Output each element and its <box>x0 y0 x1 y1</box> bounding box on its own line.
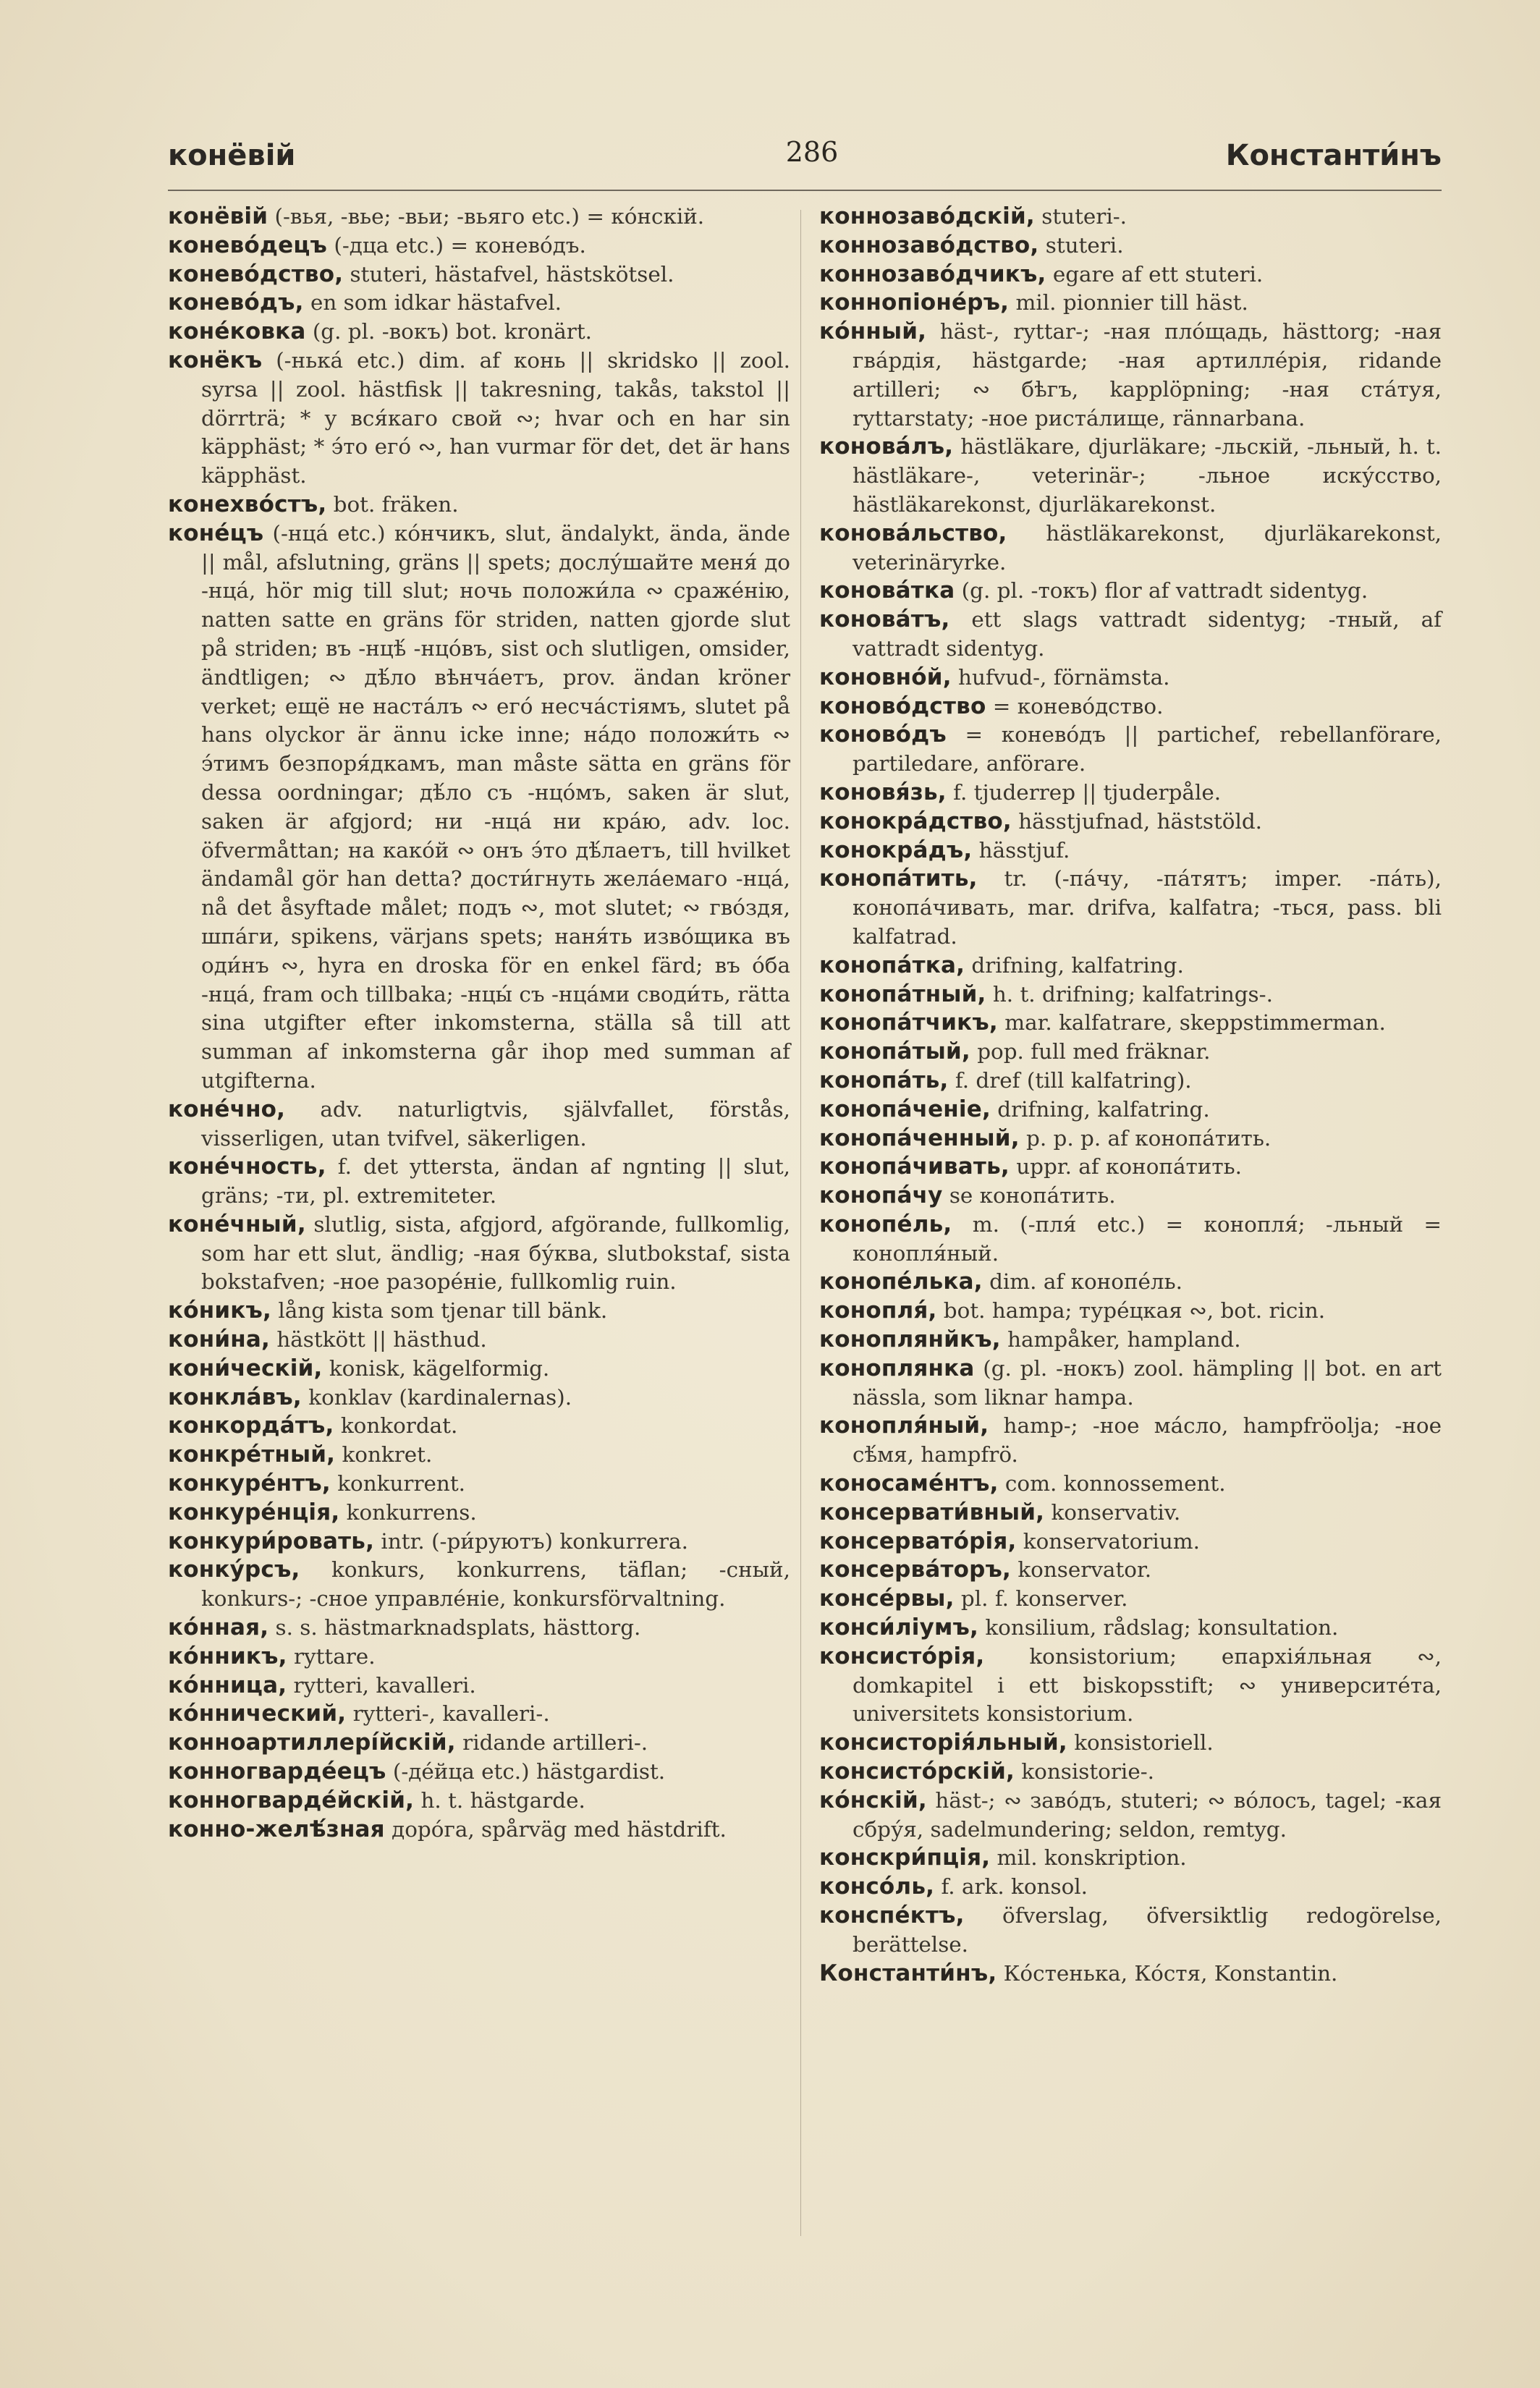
entry-definition: drifning, kalfatring. <box>965 952 1184 978</box>
dictionary-entry <box>168 289 790 318</box>
entry-headword: коннопіоне́ръ, <box>819 289 1010 316</box>
entry-definition: hässtjuf. <box>972 837 1070 863</box>
entry-definition: bot. fräken. <box>326 491 459 517</box>
entry-headword: конехво́стъ, <box>168 491 327 517</box>
entry-headword: конно-желѣ́зная <box>168 1816 385 1842</box>
entry-headword: конноартиллері́йскій, <box>168 1729 456 1756</box>
dictionary-entry <box>819 1528 1442 1557</box>
entry-definition: se конопа́тить. <box>942 1183 1116 1208</box>
entry-headword: конокра́дство, <box>819 808 1012 834</box>
entry-headword: конкла́въ, <box>168 1384 302 1410</box>
entry-headword: конопа́ть, <box>819 1067 949 1093</box>
entry-headword: конкре́тный, <box>168 1441 336 1468</box>
entry-headword: коне́чно, <box>168 1096 286 1122</box>
dictionary-entry <box>168 318 790 347</box>
dictionary-entry <box>168 1816 790 1845</box>
entry-definition: m. (-пля́ etc.) = конопля́; -льный = конопля́ный. <box>852 1211 1442 1266</box>
dictionary-entry <box>168 1758 790 1787</box>
dictionary-entry <box>168 520 790 1096</box>
dictionary-entry <box>819 1153 1442 1182</box>
dictionary-entry <box>819 1096 1442 1125</box>
entry-headword: ко́нница, <box>168 1672 287 1698</box>
entry-definition: häst-, ryttar-; -ная пло́щадь, hästtorg; -ная гва́рдія, hästgarde; -ная артилле́рія, ridande artilleri; ∾ бѣгъ, kapplöpning; -ная ста́туя, ryttarstaty; -ное риста́лище, rännarbana. <box>852 319 1442 431</box>
entry-headword: коноплянйкъ, <box>819 1326 1001 1353</box>
entry-headword: конево́децъ <box>168 232 328 258</box>
entry-definition: (-вья, -вье; -вьи; -вьяго etc.) = ко́нскій. <box>268 204 705 229</box>
entry-headword: коновно́й, <box>819 664 952 690</box>
entry-definition: hässtjufnad, häststöld. <box>1011 808 1263 834</box>
entry-headword: конкорда́тъ, <box>168 1413 334 1439</box>
entry-headword: конногварде́йскій, <box>168 1787 415 1813</box>
dictionary-entry <box>819 1787 1442 1845</box>
entry-headword: коннозаво́дскій, <box>819 203 1035 229</box>
entry-definition: mil. pionnier till häst. <box>1009 290 1248 316</box>
entry-headword: конопа́тка, <box>819 952 965 978</box>
dictionary-entry <box>819 1902 1442 1960</box>
entry-headword: конкури́ровать, <box>168 1528 375 1554</box>
entry-definition: h. t. hästgarde. <box>414 1787 585 1813</box>
dictionary-entry <box>819 693 1442 721</box>
entry-headword: консо́ль, <box>819 1873 935 1900</box>
entry-headword: конопа́ченный, <box>819 1125 1020 1151</box>
dictionary-entry <box>168 1384 790 1413</box>
entry-headword: ко́нная, <box>168 1614 269 1641</box>
dictionary-entry <box>819 1211 1442 1269</box>
entry-definition: konsistorium; епархія́льная ∾, domkapitel i ett biskopsstift; ∾ университе́та, universitets konsistorium. <box>852 1643 1442 1727</box>
dictionary-entry <box>168 1211 790 1297</box>
dictionary-entry <box>819 1585 1442 1614</box>
entry-headword: коне́ковка <box>168 318 306 345</box>
entry-headword: коннозаво́дство, <box>819 232 1039 258</box>
entry-headword: коносаме́нтъ, <box>819 1470 999 1497</box>
entry-headword: конопля́ный, <box>819 1413 989 1439</box>
entry-definition: konservator. <box>1011 1557 1152 1583</box>
right-guide-word: Константи́нъ <box>1225 139 1442 172</box>
entry-definition: rytteri, kavalleri. <box>287 1672 476 1698</box>
entry-headword: конспе́ктъ, <box>819 1902 965 1929</box>
entry-headword: конопа́ченіе, <box>819 1096 991 1122</box>
entry-headword: конопа́тчикъ, <box>819 1009 998 1036</box>
dictionary-entry <box>168 1326 790 1355</box>
entry-headword: конова́тъ, <box>819 606 950 633</box>
dictionary-entry <box>819 1355 1442 1413</box>
dictionary-entry <box>819 1758 1442 1787</box>
dictionary-entry <box>819 808 1442 837</box>
dictionary-entry <box>819 1960 1442 1989</box>
dictionary-entry <box>819 1614 1442 1643</box>
dictionary-entry <box>819 577 1442 606</box>
dictionary-entry <box>819 1556 1442 1585</box>
left-column <box>168 203 790 1844</box>
entry-headword: конопа́тный, <box>819 981 986 1007</box>
dictionary-entry <box>168 1700 790 1729</box>
entry-headword: кони́на, <box>168 1326 270 1353</box>
entry-definition: konsilium, rådslag; konsultation. <box>978 1615 1339 1640</box>
entry-definition: konservativ. <box>1044 1499 1181 1525</box>
entry-definition: konservatorium. <box>1016 1528 1200 1554</box>
entry-definition: p. p. p. af конопа́тить. <box>1019 1125 1272 1151</box>
dictionary-entry <box>819 318 1442 433</box>
entry-headword: конёвій <box>168 203 268 229</box>
dictionary-entry <box>819 261 1442 289</box>
entry-definition: dim. af конопе́ль. <box>982 1269 1182 1295</box>
entry-headword: коне́чный, <box>168 1211 306 1237</box>
entry-definition: stuteri, hästafvel, hästskötsel. <box>343 261 674 287</box>
dictionary-entry <box>819 1009 1442 1038</box>
entry-definition: konkurrens. <box>339 1499 477 1525</box>
entry-headword: конси́ліумъ, <box>819 1614 979 1641</box>
entry-definition: (-нька́ etc.) dim. af конь || skridsko || zool. syrsa || zool. hästfisk || takresning, takås, takstol || dörrträ; * у вся́каго свой ∾; hvar och en har sin käpphäst; * э́то его́ ∾, han vurmar för det, det är hans käpphäst. <box>201 347 790 488</box>
entry-definition: hästläkare, djurläkare; -льскій, -льный, h. t. hästläkare-, veterinär-; -льное иску́сство, hästläkarekonst, djurläkarekonst. <box>852 434 1442 517</box>
entry-definition: ett slags vattradt sidentyg; -тный, af vattradt sidentyg. <box>852 607 1442 661</box>
entry-definition: en som idkar hästafvel. <box>303 290 562 316</box>
dictionary-entry <box>168 1297 790 1326</box>
entry-definition: доро́га, spårväg med hästdrift. <box>384 1816 727 1842</box>
dictionary-entry <box>819 1268 1442 1297</box>
entry-definition: rytteri-, kavalleri-. <box>346 1701 550 1727</box>
dictionary-entry <box>819 289 1442 318</box>
dictionary-entry <box>168 1556 790 1614</box>
dictionary-entry <box>168 1672 790 1701</box>
dictionary-entry <box>168 1787 790 1816</box>
entry-definition: tr. (-па́чу, -па́тятъ; imper. -па́ть), конопа́чивать, mar. drifva, kalfatra; -ться, pass. bli kalfatrad. <box>852 866 1442 949</box>
entry-definition: f. ark. konsol. <box>934 1874 1088 1900</box>
entry-definition: s. s. hästmarknadsplats, hästtorg. <box>268 1615 641 1640</box>
entry-headword: конопе́ль, <box>819 1211 952 1237</box>
entry-headword: конево́дство, <box>168 261 344 287</box>
entry-definition: konkret. <box>335 1442 433 1468</box>
entry-definition: konisk, kägelformig. <box>322 1355 550 1381</box>
dictionary-entry <box>819 1643 1442 1729</box>
dictionary-entry <box>819 981 1442 1009</box>
entry-headword: коноплянка <box>819 1355 975 1381</box>
dictionary-entry <box>819 1297 1442 1326</box>
left-guide-word: конёвій <box>168 139 296 172</box>
dictionary-entry <box>819 1729 1442 1758</box>
entry-headword: конова́тка <box>819 577 955 604</box>
dictionary-entry <box>168 1470 790 1499</box>
dictionary-entry <box>168 1614 790 1643</box>
entry-definition: ryttare. <box>287 1643 376 1669</box>
entry-definition: mar. kalfatrare, skeppstimmerman. <box>997 1010 1386 1036</box>
entry-definition: bot. hampa; туре́цкая ∾, bot. ricin. <box>936 1298 1326 1324</box>
dictionary-entry <box>819 1326 1442 1355</box>
dictionary-entry <box>819 1412 1442 1470</box>
dictionary-entry <box>168 232 790 261</box>
entry-headword: консервато́рія, <box>819 1528 1017 1554</box>
right-column <box>819 203 1442 1988</box>
entry-definition: pop. full med fräknar. <box>970 1039 1211 1064</box>
entry-headword: коново́дъ <box>819 721 947 748</box>
entry-headword: консисто́рскій, <box>819 1758 1015 1785</box>
entry-definition: hufvud-, förnämsta. <box>951 664 1170 690</box>
entry-definition: drifning, kalfatring. <box>990 1096 1210 1122</box>
column-divider <box>800 210 801 2236</box>
entry-headword: конёкъ <box>168 347 263 373</box>
entry-headword: кони́ческій, <box>168 1355 323 1381</box>
dictionary-entry <box>819 1873 1442 1902</box>
dictionary-entry <box>819 203 1442 232</box>
dictionary-entry <box>168 347 790 491</box>
entry-headword: конку́рсъ, <box>168 1557 300 1583</box>
entry-headword: консервати́вный, <box>819 1499 1045 1525</box>
entry-headword: конкуре́нтъ, <box>168 1470 331 1497</box>
dictionary-entry <box>168 1355 790 1384</box>
dictionary-entry <box>168 1643 790 1672</box>
dictionary-entry <box>819 779 1442 808</box>
entry-headword: конопе́лька, <box>819 1269 983 1295</box>
dictionary-entry <box>168 1499 790 1528</box>
entry-definition: = конево́дъ || partichef, rebellanförare, partiledare, anförare. <box>852 722 1442 776</box>
dictionary-entry <box>168 1528 790 1557</box>
entry-headword: консисторія́льный, <box>819 1729 1067 1756</box>
entry-headword: конскри́пція, <box>819 1845 991 1871</box>
dictionary-entry <box>819 606 1442 664</box>
dictionary-entry <box>168 1153 790 1211</box>
entry-headword: ко́нный, <box>819 318 927 345</box>
entry-definition: egare af ett stuteri. <box>1046 261 1264 287</box>
entry-definition: lång kista som tjenar till bänk. <box>271 1298 608 1324</box>
entry-definition: hästläkarekonst, djurläkarekonst, veterinäryrke. <box>852 520 1442 575</box>
entry-definition: konkurrent. <box>330 1471 465 1496</box>
dictionary-entry <box>819 1499 1442 1528</box>
entry-headword: конокра́дъ, <box>819 837 973 863</box>
entry-definition: stuteri-. <box>1034 204 1127 229</box>
entry-headword: конопля́, <box>819 1297 937 1324</box>
entry-headword: конопа́чу <box>819 1182 943 1209</box>
entry-definition: h. t. drifning; kalfatrings-. <box>986 981 1273 1007</box>
dictionary-entry <box>168 1729 790 1758</box>
entry-definition: (-дца etc.) = конево́дъ. <box>327 232 586 258</box>
entry-headword: конова́лъ, <box>819 433 954 460</box>
entry-definition: häst-; ∾ заво́дъ, stuteri; ∾ во́лосъ, tagel; -кая сбру́я, sadelmundering; seldon, remtyg. <box>852 1787 1442 1842</box>
page-number: 286 <box>785 136 839 168</box>
entry-definition: Ко́стенька, Ко́стя, Konstantin. <box>997 1960 1338 1986</box>
entry-headword: ко́нникъ, <box>168 1643 287 1669</box>
entry-headword: коне́цъ <box>168 520 264 546</box>
entry-definition: com. konnossement. <box>998 1471 1226 1496</box>
entry-definition: intr. (-ри́руютъ) konkurrera. <box>374 1528 688 1554</box>
entry-headword: ко́нскій, <box>819 1787 927 1813</box>
entry-headword: ко́никъ, <box>168 1297 271 1324</box>
running-header <box>168 130 1442 188</box>
entry-definition: slutlig, sista, afgjord, afgörande, fullkomlig, som har ett slut, ändlig; -ная бу́ква, slutbokstaf, sista bokstafven; -ное разоре́ніе, fullkomlig ruin. <box>201 1211 790 1295</box>
entry-headword: коне́чность, <box>168 1153 326 1180</box>
dictionary-entry <box>168 1412 790 1441</box>
entry-definition: mil. konskription. <box>990 1845 1187 1871</box>
dictionary-entry <box>168 1441 790 1470</box>
entry-headword: конова́льство, <box>819 520 1007 546</box>
entry-headword: Константи́нъ, <box>819 1960 997 1986</box>
dictionary-entry <box>168 261 790 289</box>
dictionary-entry <box>819 865 1442 951</box>
entry-headword: конногварде́ецъ <box>168 1758 386 1785</box>
entry-headword: коновя́зь, <box>819 779 947 805</box>
entry-definition: ridande artilleri-. <box>455 1730 648 1756</box>
entry-headword: коново́дство <box>819 693 986 719</box>
entry-definition: hampåker, hampland. <box>1000 1327 1241 1352</box>
entry-definition: adv. naturligtvis, självfallet, förstås, visserligen, utan tvifvel, säkerligen. <box>201 1096 790 1151</box>
entry-definition: konsistorie-. <box>1015 1759 1154 1784</box>
entry-definition: konkordat. <box>334 1413 458 1439</box>
entry-definition: f. tjuderrep || tjuderpåle. <box>946 779 1222 805</box>
entry-headword: коннозаво́дчикъ, <box>819 261 1046 287</box>
dictionary-entry <box>819 232 1442 261</box>
entry-definition: (g. pl. -токъ) flor af vattradt sidentyg. <box>955 578 1368 604</box>
dictionary-entry <box>819 837 1442 865</box>
dictionary-entry <box>819 433 1442 519</box>
entry-definition: (-де́йца etc.) hästgardist. <box>386 1759 666 1784</box>
dictionary-entry <box>819 952 1442 981</box>
entry-headword: конопа́тить, <box>819 865 978 892</box>
entry-headword: консерва́торъ, <box>819 1557 1012 1583</box>
dictionary-entry <box>819 520 1442 577</box>
dictionary-entry <box>819 1182 1442 1211</box>
entry-definition: uppr. af конопа́тить. <box>1009 1154 1242 1180</box>
entry-headword: конкуре́нція, <box>168 1499 340 1525</box>
entry-headword: конопа́тый, <box>819 1038 970 1065</box>
entry-definition: f. det yttersta, ändan af ngnting || slut, gräns; -ти, pl. extremiteter. <box>201 1154 790 1208</box>
dictionary-entry <box>168 203 790 232</box>
entry-headword: ко́ннический, <box>168 1701 347 1727</box>
dictionary-entry <box>819 664 1442 693</box>
dictionary-entry <box>819 1125 1442 1153</box>
entry-definition: (g. pl. -нокъ) zool. hämpling || bot. en art nässla, som liknar hampa. <box>852 1355 1442 1410</box>
entry-definition: konklav (kardinalernas). <box>301 1384 572 1410</box>
entry-definition: f. dref (till kalfatring). <box>948 1067 1192 1093</box>
entry-definition: = конево́дство. <box>986 693 1164 719</box>
entry-definition: öfverslag, öfversiktlig redogörelse, berättelse. <box>852 1903 1442 1957</box>
dictionary-entry <box>819 1038 1442 1067</box>
entry-definition: hamp-; -ное ма́сло, hampfröolja; -ное сѣ́мя, hampfrö. <box>852 1413 1442 1468</box>
entry-definition: konkurs, konkurrens, täflan; -сный, konkurs-; -сное управле́ніе, konkursförvaltning. <box>201 1557 790 1612</box>
dictionary-entry <box>819 721 1442 779</box>
entry-definition: (g. pl. -вокъ) bot. kronärt. <box>305 319 592 344</box>
entry-headword: консисто́рія, <box>819 1643 985 1669</box>
dictionary-entry <box>819 1067 1442 1096</box>
dictionary-entry <box>168 1096 790 1153</box>
entry-definition: hästkött || hästhud. <box>270 1327 487 1352</box>
header-rule <box>168 190 1442 191</box>
entry-definition: pl. f. konserver. <box>954 1586 1128 1612</box>
entry-definition: (-нца́ etc.) ко́нчикъ, slut, ändalykt, ända, ände || mål, afslutning, gräns || spets; дослу́шайте меня́ до -нца́, hör mig till slut; ночь положи́ла ∾ сраже́нію, natten satte en gräns för striden, natten gjorde slut på striden; въ -нцѣ́ -нцо́въ, sist och slutligen, omsider, ändtligen; ∾ дѣ́ло вѣнча́етъ, prov. ändan kröner verket; ещё не наста́лъ ∾ его́ несча́стіямъ, slutet på hans olyckor är ännu icke inne; на́до положи́ть ∾ э́тимъ безпоря́дкамъ, man måste sätta en gräns för dessa oordningar; дѣ́ло съ -нцо́мъ, saken är slut, saken är afgjord; ни -нца́ ни кра́ю, adv. loc. öfvermåttan; на како́й ∾ онъ э́то дѣ́лаетъ, till hvilket ändamål gör han detta? дости́гнуть жела́емаго -нца́, nå det åsyftade målet; подъ ∾, mot slutet; ∾ гво́здя, шпа́ги, spikens, värjans spets; наня́ть изво́щика въ оди́нъ ∾, hyra en droska för en enkel färd; въ о́ба -нца́, fram och tillbaka; -нцы́ съ -нца́ми своди́ть, rätta sina utgifter efter inkomsterna, ställa så till att summan af inkomsterna går ihop med summan af utgifterna. <box>201 520 790 1093</box>
entry-headword: конево́дъ, <box>168 289 304 316</box>
dictionary-entry <box>819 1844 1442 1873</box>
entry-headword: конопа́чивать, <box>819 1153 1010 1180</box>
dictionary-entry <box>168 491 790 520</box>
entry-definition: stuteri. <box>1038 232 1124 258</box>
entry-headword: консе́рвы, <box>819 1585 955 1612</box>
dictionary-entry <box>819 1470 1442 1499</box>
entry-definition: konsistoriell. <box>1067 1730 1214 1756</box>
